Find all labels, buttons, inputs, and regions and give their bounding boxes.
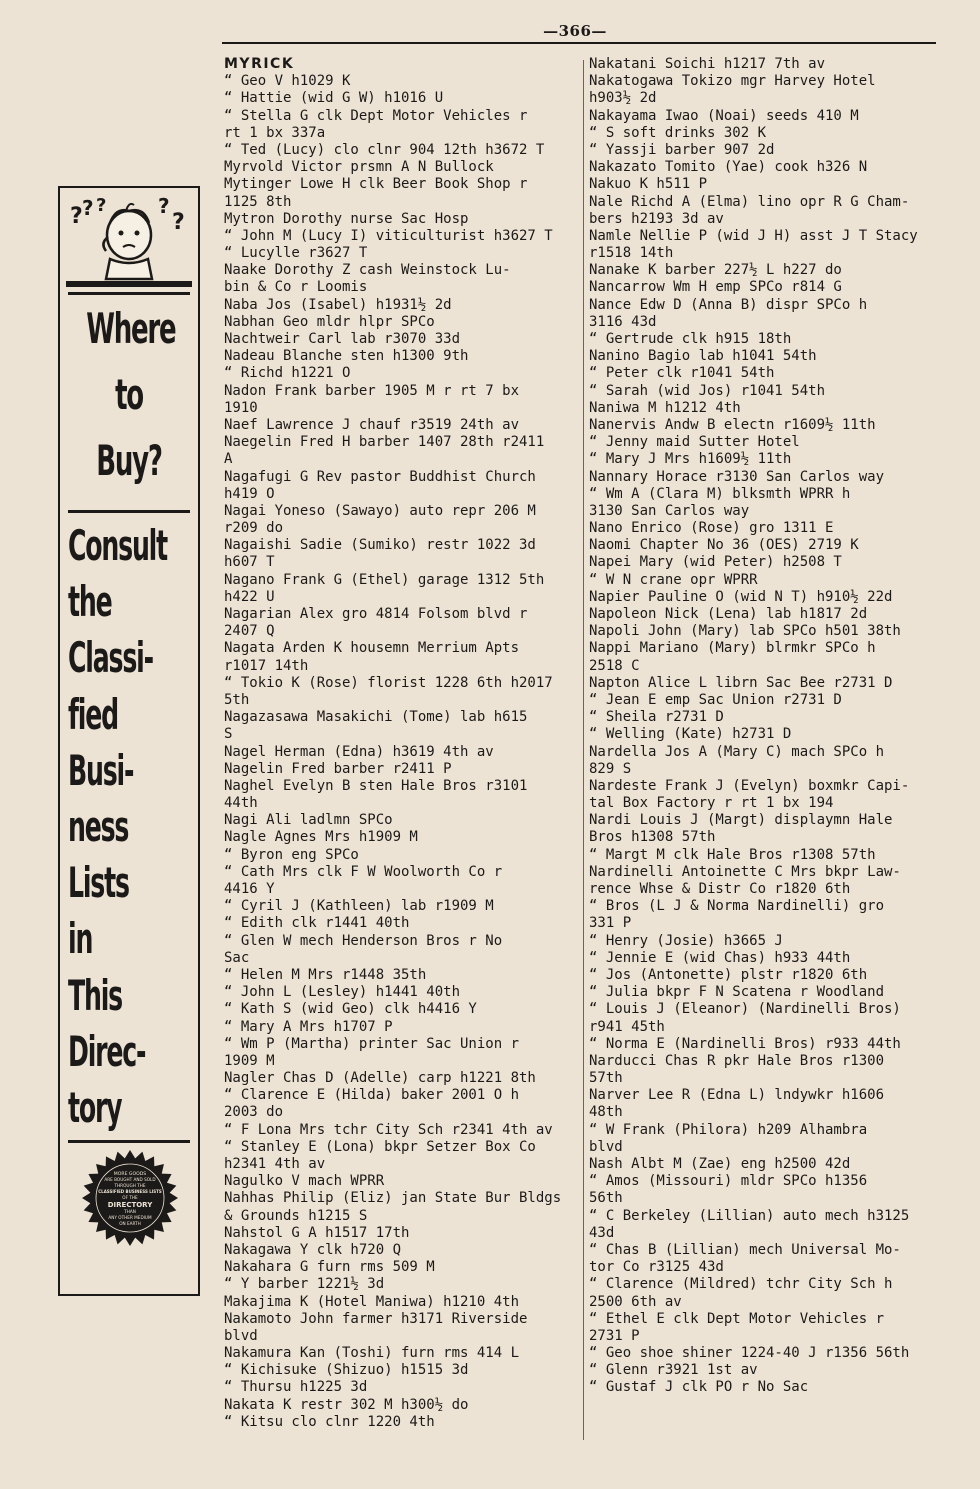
directory-entry-line: Napoleon Nick (Lena) lab h1817 2d <box>589 606 868 622</box>
directory-entry-line: Naomi Chapter No 36 (OES) 2719 K <box>589 537 859 554</box>
directory-entry-line: 2500 6th av <box>589 1293 682 1310</box>
directory-entry-line: “ Mary A Mrs h1707 P <box>224 1018 393 1035</box>
directory-entry-line: 4416 Y <box>224 881 275 897</box>
directory-entry-line: “ Ethel E clk Dept Motor Vehicles r <box>589 1310 885 1327</box>
directory-entry-line: “ W N crane opr WPRR <box>589 571 758 588</box>
directory-entry-line: 43d <box>589 1224 615 1241</box>
seal-line: ON EARTH <box>119 1221 141 1226</box>
directory-entry-line: 2003 do <box>224 1104 284 1121</box>
ad-body-line: fied <box>68 689 118 739</box>
directory-entry-line: & Grounds h1215 S <box>224 1207 368 1224</box>
directory-entry-line: “ Gustaf J clk PO r No Sac <box>589 1379 809 1396</box>
directory-entry-line: Nagi Ali ladlmn SPCo <box>224 812 393 829</box>
directory-entry-line: Nance Edw D (Anna B) dispr SPCo h <box>589 296 868 313</box>
directory-entry-line: “ John M (Lucy I) viticulturist h3627 T <box>224 227 553 244</box>
directory-entry-line: Nanino Bagio lab h1041 54th <box>589 348 817 365</box>
directory-entry-line: 5th <box>224 691 250 708</box>
directory-entry-line: “ Margt M clk Hale Bros r1308 57th <box>589 846 876 863</box>
ad-headline-line: Buy? <box>96 436 162 485</box>
svg-text:?: ? <box>82 196 94 220</box>
directory-entry-line: “ Sheila r2731 D <box>589 709 724 726</box>
directory-entry-line: “ Bros (L J & Norma Nardinelli) gro <box>589 898 885 915</box>
directory-entry-line: 44th <box>224 795 258 812</box>
directory-entry-line: “ Richd h1221 O <box>224 365 351 382</box>
seal-line: ANY OTHER MEDIUM <box>108 1215 152 1220</box>
puzzled-boy-illustration <box>66 193 192 288</box>
directory-seal <box>80 1148 180 1248</box>
directory-entry-line: r209 do <box>224 520 284 537</box>
directory-entry-line: Nagelin Fred barber r2411 P <box>224 760 452 777</box>
directory-entry-line: 57th <box>589 1070 623 1087</box>
directory-entry-line: “ Glenn r3921 1st av <box>589 1362 758 1379</box>
directory-entry-line: Nappi Mariano (Mary) blrmkr SPCo h <box>589 640 876 657</box>
directory-entry-line: Nakatani Soichi h1217 7th av <box>589 56 826 72</box>
directory-entry-line: rt 1 bx 337a <box>224 124 326 141</box>
directory-entry-line: “ Lucylle r3627 T <box>224 245 368 262</box>
directory-entry-line: “ Jos (Antonette) plstr r1820 6th <box>589 966 868 983</box>
directory-entry-line: Nakatogawa Tokizo mgr Harvey Hotel <box>589 73 876 90</box>
directory-entry-line: tor Co r3125 43d <box>589 1259 724 1276</box>
column-divider <box>583 60 584 1440</box>
directory-entry-line: 1910 <box>224 399 258 416</box>
seal-line: THAN <box>124 1209 136 1214</box>
ad-headline-line: Where <box>86 304 176 353</box>
directory-entry-line: “ F Lona Mrs tchr City Sch r2341 4th av <box>224 1121 553 1138</box>
directory-entry-line: h903½ 2d <box>589 90 657 107</box>
directory-entry-line: Napei Mary (wid Peter) h2508 T <box>589 554 842 571</box>
directory-entry-line: “ Geo V h1029 K <box>224 73 351 90</box>
directory-entry-line: Nagafugi G Rev pastor Buddhist Church <box>224 468 536 485</box>
ad-top-rule <box>68 292 190 295</box>
directory-entry-line: Nakamura Kan (Toshi) furn rms 414 L <box>224 1345 520 1362</box>
directory-entry-line: 3116 43d <box>589 313 657 330</box>
directory-entry-line: Nannary Horace r3130 San Carlos way <box>589 468 885 485</box>
directory-entry-line: h422 U <box>224 588 275 605</box>
directory-entry-line: Naba Jos (Isabel) h1931½ 2d <box>224 296 452 313</box>
top-rule <box>222 42 936 44</box>
directory-entry-line: Nabhan Geo mldr hlpr SPCo <box>224 313 435 330</box>
directory-entry-line: “ Jenny maid Sutter Hotel <box>589 434 800 451</box>
directory-entry-line: Nadeau Blanche sten h1300 9th <box>224 348 469 365</box>
directory-entry-line: Nahhas Philip (Eliz) jan State Bur Bldgs <box>224 1190 562 1207</box>
directory-entry-line: “ Tokio K (Rose) florist 1228 6th h2017 <box>224 674 553 691</box>
directory-entry-line: “ Glen W mech Henderson Bros r No <box>224 932 503 949</box>
directory-entry-line: “ Stella G clk Dept Motor Vehicles r <box>224 107 528 124</box>
directory-entry-line: h607 T <box>224 554 275 571</box>
directory-entry-line: Nadon Frank barber 1905 M r rt 7 bx <box>224 382 520 399</box>
directory-entry-line: Nagle Agnes Mrs h1909 M <box>224 829 418 846</box>
section-heading: MYRICK <box>224 56 295 72</box>
seal-line: OF THE <box>122 1195 138 1200</box>
directory-entry-line: h2341 4th av <box>224 1156 326 1172</box>
ad-body-line: This <box>68 970 122 1020</box>
directory-entry-line: “ Norma E (Nardinelli Bros) r933 44th <box>589 1035 901 1052</box>
directory-entry-line: Napoli John (Mary) lab SPCo h501 38th <box>589 623 901 640</box>
svg-text:?: ? <box>172 210 185 235</box>
directory-entry-line: “ Kath S (wid Geo) clk h4416 Y <box>224 1001 477 1018</box>
ad-body-line: Busi- <box>68 745 134 795</box>
directory-entry-line: “ John L (Lesley) h1441 40th <box>224 984 461 1001</box>
directory-entry-line: “ Gertrude clk h915 18th <box>589 331 792 347</box>
directory-entry-line: 829 S <box>589 760 632 777</box>
directory-entry-line: “ Kitsu clo clnr 1220 4th <box>224 1413 435 1430</box>
directory-entry-line: “ Sarah (wid Jos) r1041 54th <box>589 382 826 399</box>
directory-entry-line: “ Julia bkpr F N Scatena r Woodland <box>589 984 885 1001</box>
directory-entry-line: Nanake K barber 227½ L h227 do <box>589 262 842 279</box>
directory-entry-line: Nagulko V mach WPRR <box>224 1173 385 1190</box>
directory-entry-line: “ Hattie (wid G W) h1016 U <box>224 90 444 107</box>
directory-entry-line: Nash Albt M (Zae) eng h2500 42d <box>589 1156 851 1172</box>
directory-entry-line: Nano Enrico (Rose) gro 1311 E <box>589 520 834 537</box>
directory-entry-line: “ Jennie E (wid Chas) h933 44th <box>589 949 851 966</box>
directory-entry-line: “ Wm P (Martha) printer Sac Union r <box>224 1035 520 1052</box>
directory-entry-line: blvd <box>589 1138 623 1155</box>
directory-entry-line: Naake Dorothy Z cash Weinstock Lu- <box>224 262 511 279</box>
directory-entry-line: Nahstol G A h1517 17th <box>224 1224 410 1241</box>
directory-entry-line: r941 45th <box>589 1018 665 1035</box>
directory-entry-line: “ Cath Mrs clk F W Woolworth Co r <box>224 863 503 880</box>
directory-entry-line: Nakahara G furn rms 509 M <box>224 1259 435 1276</box>
directory-entry-line: Naghel Evelyn B sten Hale Bros r3101 <box>224 777 528 794</box>
directory-entry-line: Nardeste Frank J (Evelyn) boxmkr Capi- <box>589 777 910 794</box>
directory-entry-line: Nakayama Iwao (Noai) seeds 410 M <box>589 107 859 124</box>
directory-entry-line: Namle Nellie P (wid J H) asst J T Stacy <box>589 227 918 244</box>
directory-entry-line: “ Welling (Kate) h2731 D <box>589 726 792 743</box>
ad-headline <box>86 296 176 494</box>
svg-text:?: ? <box>96 195 107 216</box>
directory-entry-line: “ Cyril J (Kathleen) lab r1909 M <box>224 898 494 915</box>
column-right-entries <box>589 56 941 1397</box>
ad-bottom-rule <box>68 1140 190 1143</box>
directory-entry-line: “ Amos (Missouri) mldr SPCo h1356 <box>589 1173 868 1190</box>
seal-line: MORE GOODS <box>113 1172 147 1177</box>
directory-entry-line: Nagaishi Sadie (Sumiko) restr 1022 3d <box>224 537 536 554</box>
page-number: —366— <box>543 22 607 40</box>
ad-middle-rule <box>68 510 190 513</box>
ad-body-line: in <box>68 914 93 964</box>
directory-entry-line: 2518 C <box>589 657 640 674</box>
directory-entry-line: Nale Richd A (Elma) lino opr R G Cham- <box>589 193 910 210</box>
directory-entry-line: Nagler Chas D (Adelle) carp h1221 8th <box>224 1070 536 1087</box>
directory-entry-line: A <box>224 451 233 468</box>
directory-entry-line: rence Whse & Distr Co r1820 6th <box>589 881 851 897</box>
directory-entry-line: “ Peter clk r1041 54th <box>589 365 775 382</box>
ad-headline-line: to <box>115 370 143 419</box>
directory-entry-line: “ Jean E emp Sac Union r2731 D <box>589 691 842 708</box>
directory-entry-line: “ Kichisuke (Shizuo) h1515 3d <box>224 1362 469 1379</box>
ad-body-line: the <box>68 577 112 627</box>
directory-entry-line: 48th <box>589 1104 623 1121</box>
directory-entry-line: “ S soft drinks 302 K <box>589 124 767 141</box>
directory-entry-line: 56th <box>589 1190 623 1207</box>
seal-line: THROUGH THE <box>114 1183 146 1188</box>
ad-body <box>68 518 167 1136</box>
directory-entry-line: Naniwa M h1212 4th <box>589 399 741 416</box>
directory-entry-line: Nagai Yoneso (Sawayo) auto repr 206 M <box>224 502 536 519</box>
directory-entry-line: Nakuo K h511 P <box>589 176 708 193</box>
ad-body-line: Lists <box>68 858 129 908</box>
directory-entry-line: Nakazato Tomito (Yae) cook h326 N <box>589 159 868 176</box>
directory-entry-line: 1909 M <box>224 1052 275 1069</box>
directory-entry-line: “ Clarence E (Hilda) baker 2001 O h <box>224 1087 520 1104</box>
directory-entry-line: Nancarrow Wm H emp SPCo r814 G <box>589 279 842 296</box>
directory-entry-line: “ C Berkeley (Lillian) auto mech h3125 <box>589 1207 910 1224</box>
directory-entry-line: Nardinelli Antoinette C Mrs bkpr Law- <box>589 863 901 880</box>
directory-entry-line: “ Chas B (Lillian) mech Universal Mo- <box>589 1241 901 1258</box>
directory-entry-line: “ Clarence (Mildred) tchr City Sch h <box>589 1276 893 1293</box>
directory-entry-line: h419 O <box>224 485 275 502</box>
directory-entry-line: Nagel Herman (Edna) h3619 4th av <box>224 743 494 760</box>
directory-entry-line: Nagano Frank G (Ethel) garage 1312 5th <box>224 571 545 588</box>
directory-entry-line: blvd <box>224 1327 258 1344</box>
directory-entry-line: 2407 Q <box>224 623 275 640</box>
column-left-entries <box>224 73 580 1431</box>
directory-entry-line: Mytron Dorothy nurse Sac Hosp <box>224 210 469 227</box>
directory-entry-line: “ Henry (Josie) h3665 J <box>589 932 783 949</box>
directory-entry-line: Narver Lee R (Edna L) lndywkr h1606 <box>589 1087 885 1104</box>
directory-entry-line: Sac <box>224 949 250 966</box>
advertisement-box <box>58 186 200 1296</box>
directory-entry-line: r1017 14th <box>224 657 309 674</box>
ad-body-line: Classi- <box>68 633 153 683</box>
seal-line: ARE BOUGHT AND SOLD <box>104 1177 156 1182</box>
directory-entry-line: Nakagawa Y clk h720 Q <box>224 1241 402 1258</box>
directory-entry-line: 2731 P <box>589 1327 640 1344</box>
seal-line: DIRECTORY <box>107 1201 153 1209</box>
directory-entry-line: Nakamoto John farmer h3171 Riverside <box>224 1310 528 1327</box>
directory-entry-line: “ Stanley E (Lona) bkpr Setzer Box Co <box>224 1138 536 1155</box>
directory-entry-line: “ Louis J (Eleanor) (Nardinelli Bros) <box>589 1001 901 1018</box>
directory-entry-line: Napier Pauline O (wid N T) h910½ 22d <box>589 588 893 605</box>
directory-entry-line: 331 P <box>589 915 632 932</box>
directory-entry-line: Narducci Chas R pkr Hale Bros r1300 <box>589 1052 885 1069</box>
directory-entry-line: Nagazasawa Masakichi (Tome) lab h615 <box>224 709 528 726</box>
ad-body-line: ness <box>68 801 129 851</box>
directory-entry-line: Nardi Louis J (Margt) displaymn Hale <box>589 812 893 829</box>
directory-entry-line: “ Mary J Mrs h1609½ 11th <box>589 451 792 468</box>
directory-entry-line: r1518 14th <box>589 245 674 262</box>
directory-entry-line: Napton Alice L librn Sac Bee r2731 D <box>589 674 893 691</box>
directory-entry-line: “ Yassji barber 907 2d <box>589 141 775 158</box>
directory-entry-line: Myrvold Victor prsmn A N Bullock <box>224 159 494 176</box>
directory-entry-line: “ Geo shoe shiner 1224-40 J r1356 56th <box>589 1345 910 1362</box>
directory-entry-line: Nagata Arden K housemn Merrium Apts <box>224 640 520 657</box>
directory-column-left <box>224 56 580 1431</box>
directory-entry-line: Makajima K (Hotel Maniwa) h1210 4th <box>224 1293 520 1310</box>
directory-entry-line: “ Ted (Lucy) clo clnr 904 12th h3672 T <box>224 141 545 158</box>
directory-entry-line: bers h2193 3d av <box>589 210 724 227</box>
directory-entry-line: Naegelin Fred H barber 1407 28th r2411 <box>224 434 545 451</box>
directory-entry-line: S <box>224 726 233 743</box>
directory-column-right <box>589 56 941 1397</box>
directory-entry-line: “ Byron eng SPCo <box>224 846 359 863</box>
seal-line: CLASSIFIED BUSINESS LISTS <box>98 1189 162 1194</box>
svg-text:?: ? <box>70 204 83 229</box>
directory-entry-line: Bros h1308 57th <box>589 829 716 846</box>
directory-entry-line: Naef Lawrence J chauf r3519 24th av <box>224 416 520 433</box>
directory-entry-line: bin & Co r Loomis <box>224 279 368 296</box>
directory-entry-line: Nardella Jos A (Mary C) mach SPCo h <box>589 743 885 760</box>
directory-entry-line: 3130 San Carlos way <box>589 502 750 519</box>
directory-entry-line: Nachtweir Carl lab r3070 33d <box>224 331 461 347</box>
directory-entry-line: “ Helen M Mrs r1448 35th <box>224 966 427 983</box>
directory-entry-line: Nakata K restr 302 M h300½ do <box>224 1396 469 1413</box>
ad-body-line: Consult <box>68 521 167 570</box>
directory-entry-line: “ Edith clk r1441 40th <box>224 915 410 932</box>
directory-entry-line: “ Thursu h1225 3d <box>224 1379 368 1396</box>
directory-entry-line: 1125 8th <box>224 193 292 210</box>
directory-entry-line: Nanervis Andw B electn r1609½ 11th <box>589 416 876 433</box>
directory-entry-line: Mytinger Lowe H clk Beer Book Shop r <box>224 176 528 193</box>
directory-entry-line: “ Y barber 1221½ 3d <box>224 1276 385 1293</box>
directory-entry-line: “ W Frank (Philora) h209 Alhambra <box>589 1121 868 1138</box>
directory-entry-line: tal Box Factory r rt 1 bx 194 <box>589 795 834 812</box>
directory-entry-line: Nagarian Alex gro 4814 Folsom blvd r <box>224 606 528 622</box>
ad-body-line: Direc- <box>68 1026 146 1076</box>
ad-body-line: tory <box>68 1082 122 1132</box>
directory-entry-line: “ Wm A (Clara M) blksmth WPRR h <box>589 485 851 502</box>
svg-text:?: ? <box>158 194 170 218</box>
